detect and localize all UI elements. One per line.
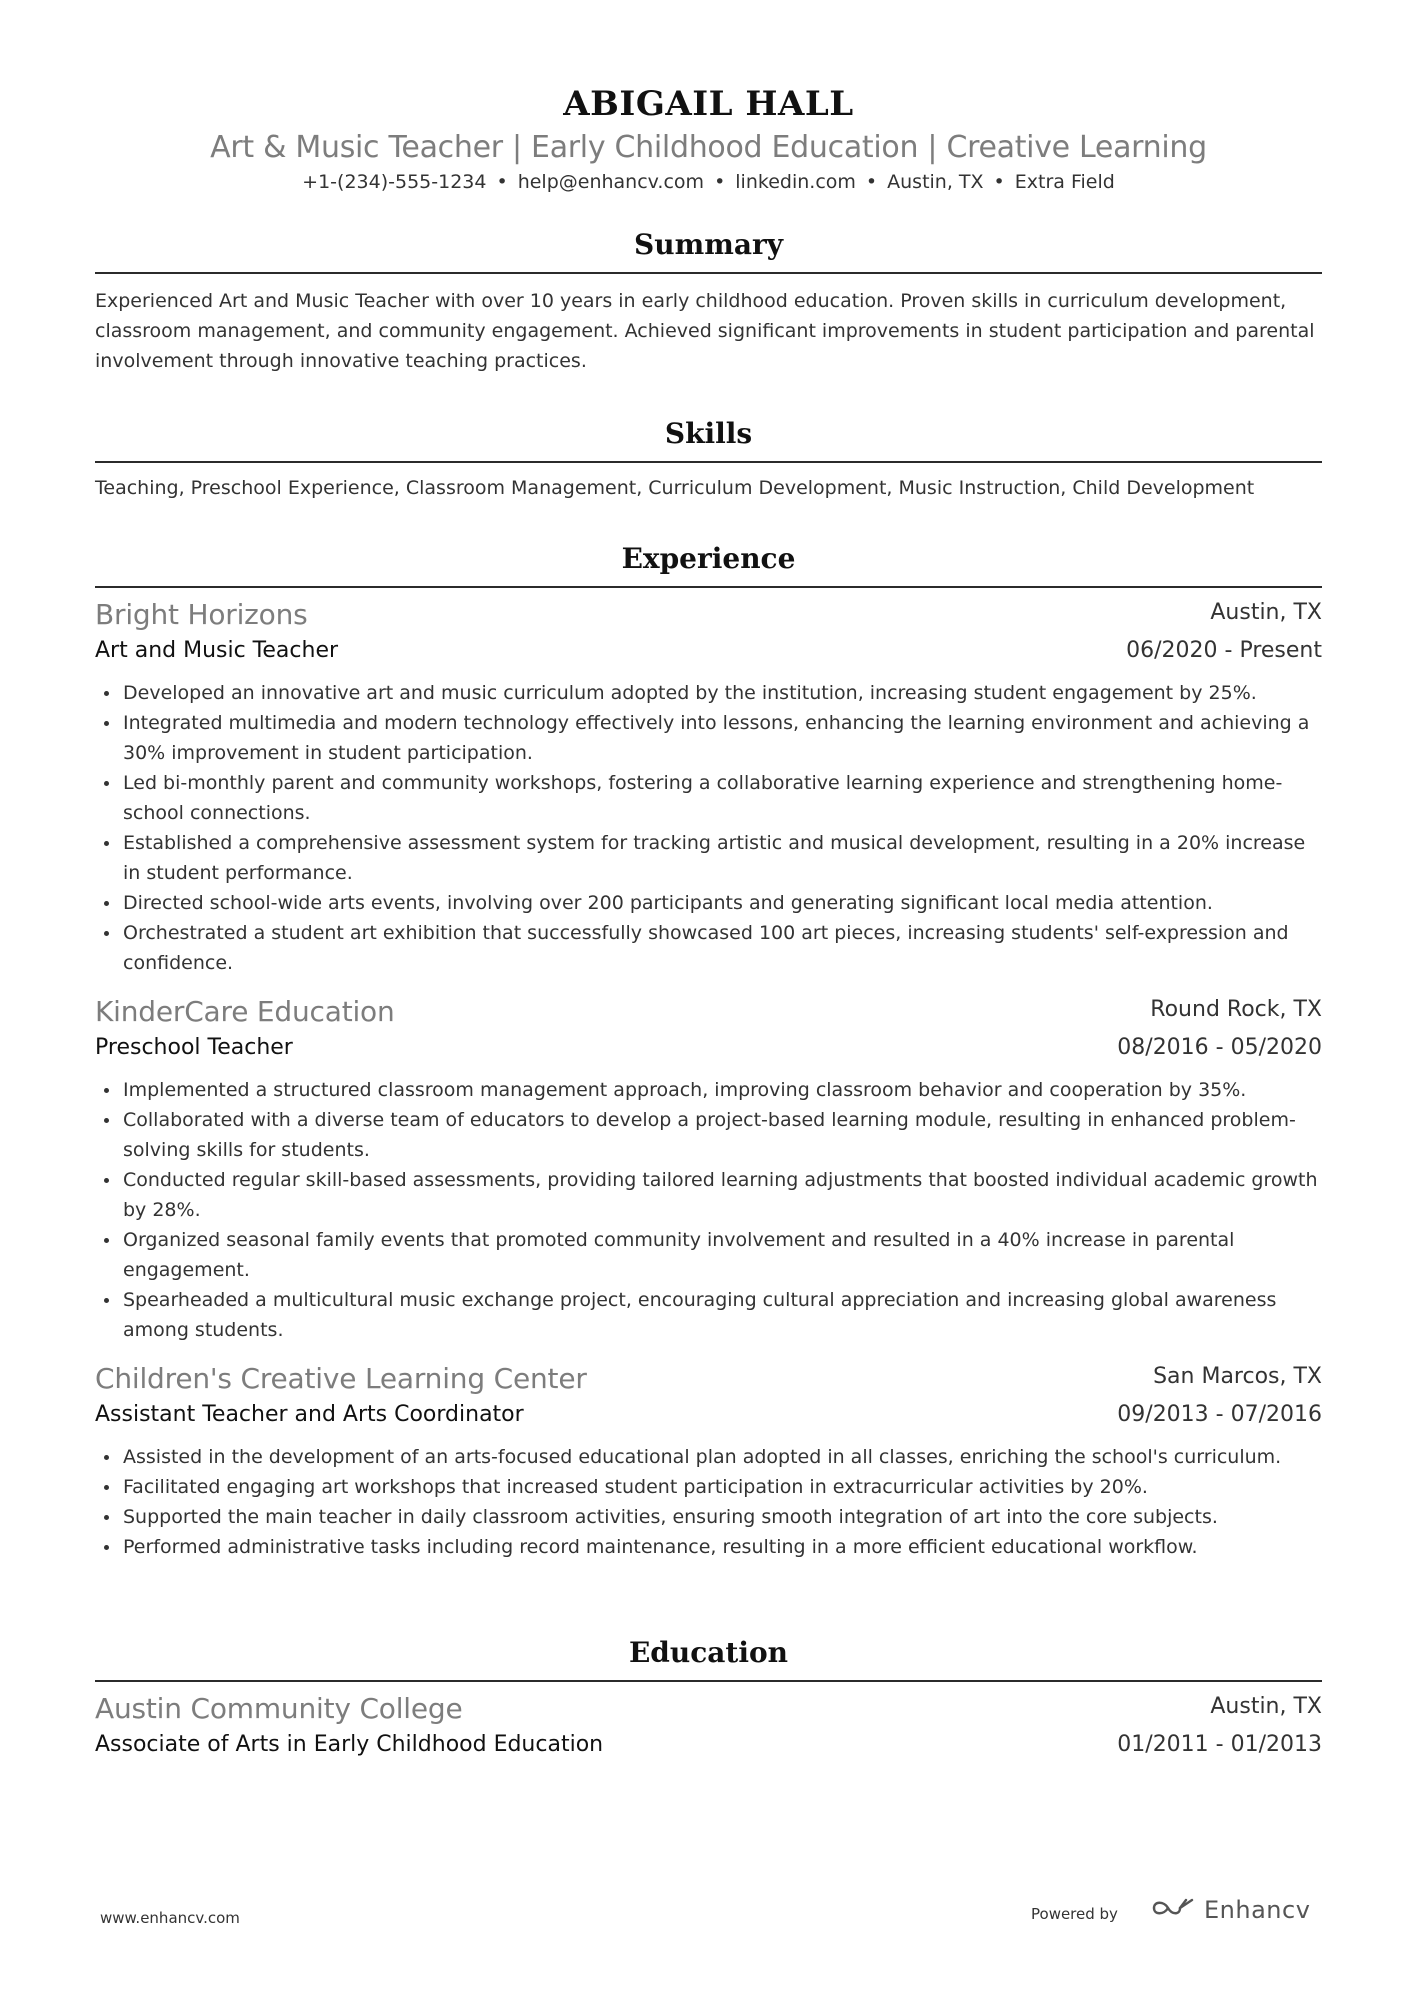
- skills-text: Teaching, Preschool Experience, Classroom Management, Curriculum Development, Music Instruction, Child Development: [95, 477, 1255, 499]
- bullet-item: Conducted regular skill-based assessments, providing tailored learning adjustments that boosted individual academic growth by 28%.: [123, 1165, 1322, 1225]
- extra-field: Extra Field: [1014, 171, 1115, 193]
- job-location: San Marcos, TX: [1153, 1364, 1322, 1389]
- section-title-skills: Skills: [664, 417, 753, 450]
- company-name: Children's Creative Learning Center: [95, 1362, 587, 1395]
- candidate-name: ABIGAIL HALL: [563, 84, 854, 124]
- bullet-item: Implemented a structured classroom management approach, improving classroom behavior and cooperation by 35%.: [123, 1075, 1322, 1105]
- bullet-item: Performed administrative tasks including record maintenance, resulting in a more efficient educational workflow.: [123, 1532, 1322, 1562]
- company-name: Bright Horizons: [95, 598, 308, 631]
- bullet-item: Established a comprehensive assessment system for tracking artistic and musical development, resulting in a 20% increase in student performance.: [123, 828, 1322, 888]
- bullet-item: Organized seasonal family events that promoted community involvement and resulted in a 40% increase in parental engagement.: [123, 1225, 1322, 1285]
- job-dates: 06/2020 - Present: [1126, 638, 1322, 663]
- separator-dot: •: [496, 171, 508, 193]
- contact-line: [95, 171, 1322, 193]
- bullet-item: Orchestrated a student art exhibition that successfully showcased 100 art pieces, increasing students' self-expression and confidence.: [123, 918, 1322, 978]
- powered-by-label: Powered by: [1031, 1905, 1118, 1923]
- school-location: Austin, TX: [1210, 1694, 1322, 1719]
- email-link[interactable]: help@enhancv.com: [517, 171, 705, 193]
- bullet-item: Directed school-wide arts events, involving over 200 participants and generating significant local media attention.: [123, 888, 1322, 918]
- enhancv-logo-icon: [1150, 1896, 1196, 1924]
- separator-dot: •: [993, 171, 1005, 193]
- bullet-item: Led bi-monthly parent and community workshops, fostering a collaborative learning experience and strengthening home-school connections.: [123, 768, 1322, 828]
- section-divider: [95, 1680, 1322, 1682]
- job-dates: 08/2016 - 05/2020: [1117, 1035, 1322, 1060]
- footer-url-link[interactable]: www.enhancv.com: [100, 1909, 240, 1927]
- job-title: Assistant Teacher and Arts Coordinator: [95, 1402, 524, 1427]
- section-divider: [95, 586, 1322, 588]
- job-location: Round Rock, TX: [1150, 997, 1322, 1022]
- job-title: Art and Music Teacher: [95, 638, 339, 663]
- education-dates: 01/2011 - 01/2013: [1117, 1732, 1322, 1757]
- job-dates: 09/2013 - 07/2016: [1117, 1402, 1322, 1427]
- headline: Art & Music Teacher | Early Childhood Education | Creative Learning: [210, 130, 1207, 165]
- brand-name: Enhancv: [1204, 1896, 1311, 1924]
- job-title: Preschool Teacher: [95, 1035, 293, 1060]
- job-bullets: [95, 1442, 1322, 1562]
- bullet-item: Facilitated engaging art workshops that increased student participation in extracurricular activities by 20%.: [123, 1472, 1322, 1502]
- location: Austin, TX: [887, 171, 984, 193]
- job-bullets: [95, 678, 1322, 978]
- phone: +1-(234)-555-1234: [302, 171, 487, 193]
- bullet-item: Assisted in the development of an arts-focused educational plan adopted in all classes, enriching the school's curriculum.: [123, 1442, 1322, 1472]
- linkedin-link[interactable]: linkedin.com: [735, 171, 856, 193]
- bullet-item: Integrated multimedia and modern technology effectively into lessons, enhancing the learning environment and achieving a 30% improvement in student participation.: [123, 708, 1322, 768]
- section-title-summary: Summary: [634, 228, 783, 261]
- job-bullets: [95, 1075, 1322, 1345]
- section-divider: [95, 272, 1322, 274]
- job-location: Austin, TX: [1210, 600, 1322, 625]
- separator-dot: •: [714, 171, 726, 193]
- school-name: Austin Community College: [95, 1692, 463, 1725]
- degree: Associate of Arts in Early Childhood Education: [95, 1732, 604, 1757]
- section-title-experience: Experience: [621, 542, 796, 575]
- bullet-item: Developed an innovative art and music curriculum adopted by the institution, increasing student engagement by 25%.: [123, 678, 1322, 708]
- section-title-education: Education: [628, 1636, 789, 1669]
- company-name: KinderCare Education: [95, 995, 395, 1028]
- brand-logo[interactable]: [1150, 1896, 1310, 1924]
- bullet-item: Spearheaded a multicultural music exchange project, encouraging cultural appreciation and increasing global awareness among students.: [123, 1285, 1322, 1345]
- summary-text: Experienced Art and Music Teacher with over 10 years in early childhood education. Proven skills in curriculum development, classroom management, and community engagement. Achieved significant improvements in student participation and parental involvement through innovative teaching practices.: [95, 290, 1315, 372]
- bullet-item: Collaborated with a diverse team of educators to develop a project-based learning module, resulting in enhanced problem-solving skills for students.: [123, 1105, 1322, 1165]
- bullet-item: Supported the main teacher in daily classroom activities, ensuring smooth integration of art into the core subjects.: [123, 1502, 1322, 1532]
- separator-dot: •: [865, 171, 878, 193]
- section-divider: [95, 461, 1322, 463]
